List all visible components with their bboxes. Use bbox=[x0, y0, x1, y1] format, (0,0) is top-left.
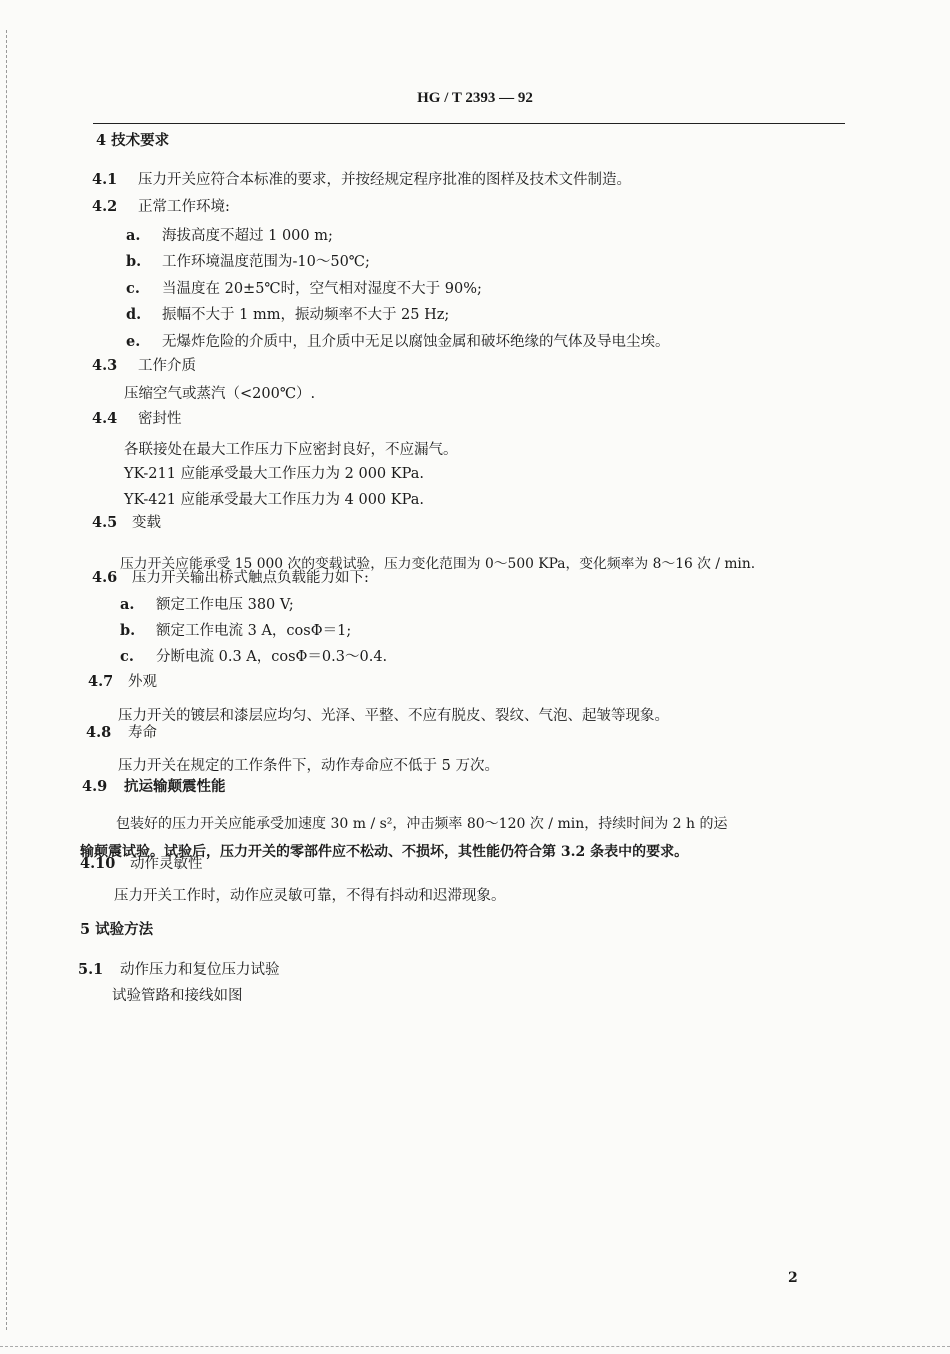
clause-4-9: 4.9 抗运输颠震性能 bbox=[82, 778, 226, 795]
clause-text: 各联接处在最大工作压力下应密封良好，不应漏气。 bbox=[124, 442, 458, 458]
clause-number: 4.1 bbox=[92, 171, 118, 188]
page-number: 2 bbox=[788, 1270, 798, 1286]
scan-edge-artifact bbox=[0, 1346, 950, 1347]
list-item: c. 分断电流 0.3 A，cosΦ＝0.3～0.4. bbox=[120, 648, 388, 665]
list-item: a. 额定工作电压 380 V; bbox=[120, 596, 294, 613]
clause-4-1 bbox=[92, 170, 631, 190]
clause-text: YK-211 应能承受最大工作压力为 2 000 KPa. bbox=[124, 466, 424, 482]
clause-text: 压缩空气或蒸汽（<200℃）. bbox=[124, 386, 316, 402]
section-4-title: 4 技术要求 bbox=[96, 132, 170, 149]
clause-text: 压力开关在规定的工作条件下，动作寿命应不低于 5 万次。 bbox=[118, 758, 499, 774]
clause-text: 压力开关工作时，动作应灵敏可靠，不得有抖动和迟滞现象。 bbox=[114, 888, 506, 904]
clause-4-7: 4.7 外观 bbox=[88, 673, 157, 690]
clause-text: 压力开关应能承受 15 000 次的变载试验，压力变化范围为 0～500 KPa，变化频率为 8～16 次 / min. bbox=[120, 556, 756, 572]
section-5-title: 5 试验方法 bbox=[80, 921, 154, 938]
clause-text: 包装好的压力开关应能承受加速度 30 m / s²，冲击频率 80～120 次 / min，持续时间为 2 h 的运 bbox=[116, 816, 728, 832]
clause-5-1: 5.1 动作压力和复位压力试验 bbox=[78, 961, 280, 978]
list-item: b. 额定工作电流 3 A，cosΦ＝1; bbox=[120, 622, 352, 639]
list-item: a. 海拔高度不超过 1 000 m; bbox=[126, 227, 333, 244]
clause-4-5: 4.5 变载 bbox=[92, 514, 161, 531]
list-item: e. 无爆炸危险的介质中，且介质中无足以腐蚀金属和破坏绝缘的气体及导电尘埃。 bbox=[126, 333, 670, 350]
document-header: HG / T 2393 — 92 bbox=[417, 90, 533, 106]
clause-4-2 bbox=[92, 197, 230, 217]
clause-4-8: 4.8 寿命 bbox=[86, 724, 157, 741]
clause-text: 试验管路和接线如图 bbox=[112, 988, 243, 1004]
scan-edge-artifact bbox=[6, 30, 8, 1330]
clause-text: 压力开关的镀层和漆层应均匀、光泽、平整、不应有脱皮、裂纹、气泡、起皱等现象。 bbox=[118, 708, 669, 724]
clause-text: 压力开关应符合本标准的要求，并按经规定程序批准的图样及技术文件制造。 bbox=[138, 172, 631, 188]
clause-4-4: 4.4 密封性 bbox=[92, 410, 182, 427]
clause-text: 输颠震试验。试验后，压力开关的零部件应不松动、不损坏，其性能仍符合第 3.2 条表中的要求。 bbox=[80, 844, 689, 860]
clause-4-3: 4.3 工作介质 bbox=[92, 357, 196, 374]
header-rule bbox=[93, 123, 845, 124]
list-item: d. 振幅不大于 1 mm，振动频率不大于 25 Hz; bbox=[126, 306, 450, 323]
list-item: b. 工作环境温度范围为-10～50℃; bbox=[126, 253, 370, 270]
clause-4-6: 4.6 压力开关输出桥式触点负载能力如下: bbox=[92, 569, 369, 586]
clause-text: YK-421 应能承受最大工作压力为 4 000 KPa. bbox=[124, 492, 424, 508]
list-item: c. 当温度在 20±5℃时，空气相对湿度不大于 90%; bbox=[126, 280, 482, 297]
clause-number: 4.2 bbox=[92, 198, 118, 215]
clause-4-10: 4.10 动作灵敏性 bbox=[80, 855, 203, 872]
clause-title: 正常工作环境: bbox=[138, 199, 230, 215]
